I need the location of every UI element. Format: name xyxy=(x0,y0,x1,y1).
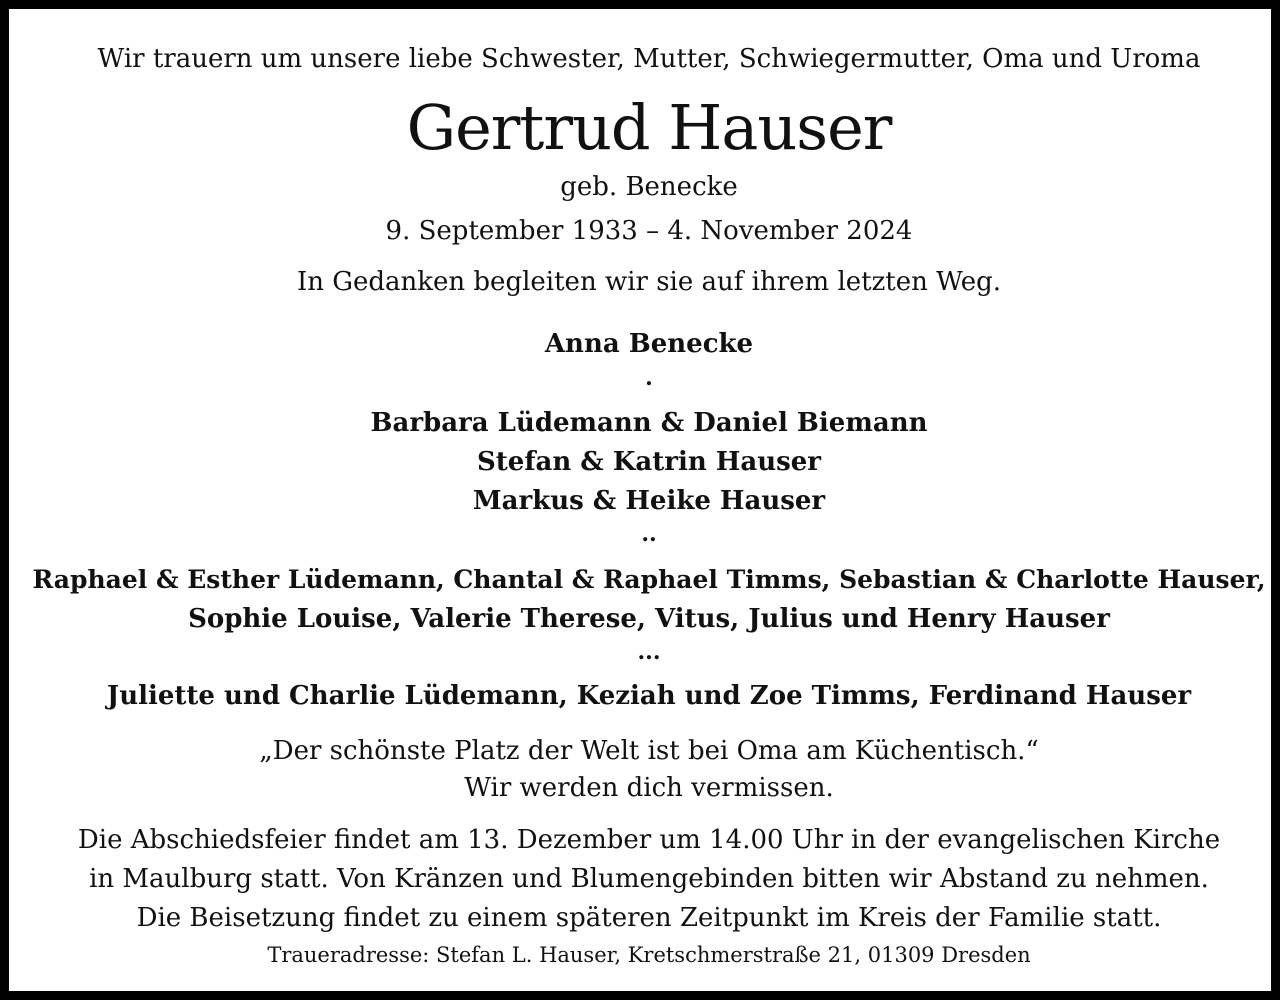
family-great-grandchildren: Juliette und Charlie Lüdemann, Keziah und Zoe Timms, Ferdinand Hauser xyxy=(106,681,1192,711)
thought-text: In Gedanken begleiten wir sie auf ihrem letzten Weg. xyxy=(296,267,1002,297)
service-info-line: in Maulburg statt. Von Kränzen und Blumengebinden bitten wir Abstand zu nehmen. xyxy=(89,864,1209,894)
family-separator: .. xyxy=(641,521,657,547)
intro-text: Wir trauern um unsere liebe Schwester, Mutter, Schwiegermutter, Oma und Uroma xyxy=(97,44,1201,74)
service-info-line: Die Abschiedsfeier findet am 13. Dezember um 14.00 Uhr in der evangelischen Kirche xyxy=(77,825,1221,855)
family-sibling: Anna Benecke xyxy=(544,329,754,359)
family-children-line: Stefan & Katrin Hauser xyxy=(476,447,822,477)
birth-name: geb. Benecke xyxy=(560,172,738,202)
family-grandchildren-line: Sophie Louise, Valerie Therese, Vitus, Julius und Henry Hauser xyxy=(188,604,1110,634)
family-separator: . xyxy=(645,365,653,391)
quote-line: „Der schönste Platz der Welt ist bei Oma am Küchentisch.“ xyxy=(259,736,1039,766)
quote-line: Wir werden dich vermissen. xyxy=(464,773,834,803)
family-children-line: Markus & Heike Hauser xyxy=(472,486,826,516)
family-grandchildren-line: Raphael & Esther Lüdemann, Chantal & Raphael Timms, Sebastian & Charlotte Hauser, xyxy=(32,565,1266,594)
service-info-line: Die Beisetzung findet zu einem späteren Zeitpunkt im Kreis der Familie statt. xyxy=(136,903,1162,933)
family-separator: ... xyxy=(637,639,661,665)
family-children-line: Barbara Lüdemann & Daniel Biemann xyxy=(370,408,928,438)
mourning-address: Traueradresse: Stefan L. Hauser, Kretschmerstraße 21, 01309 Dresden xyxy=(267,943,1031,967)
life-dates: 9. September 1933 – 4. November 2024 xyxy=(385,216,913,246)
deceased-name: Gertrud Hauser xyxy=(406,91,892,164)
